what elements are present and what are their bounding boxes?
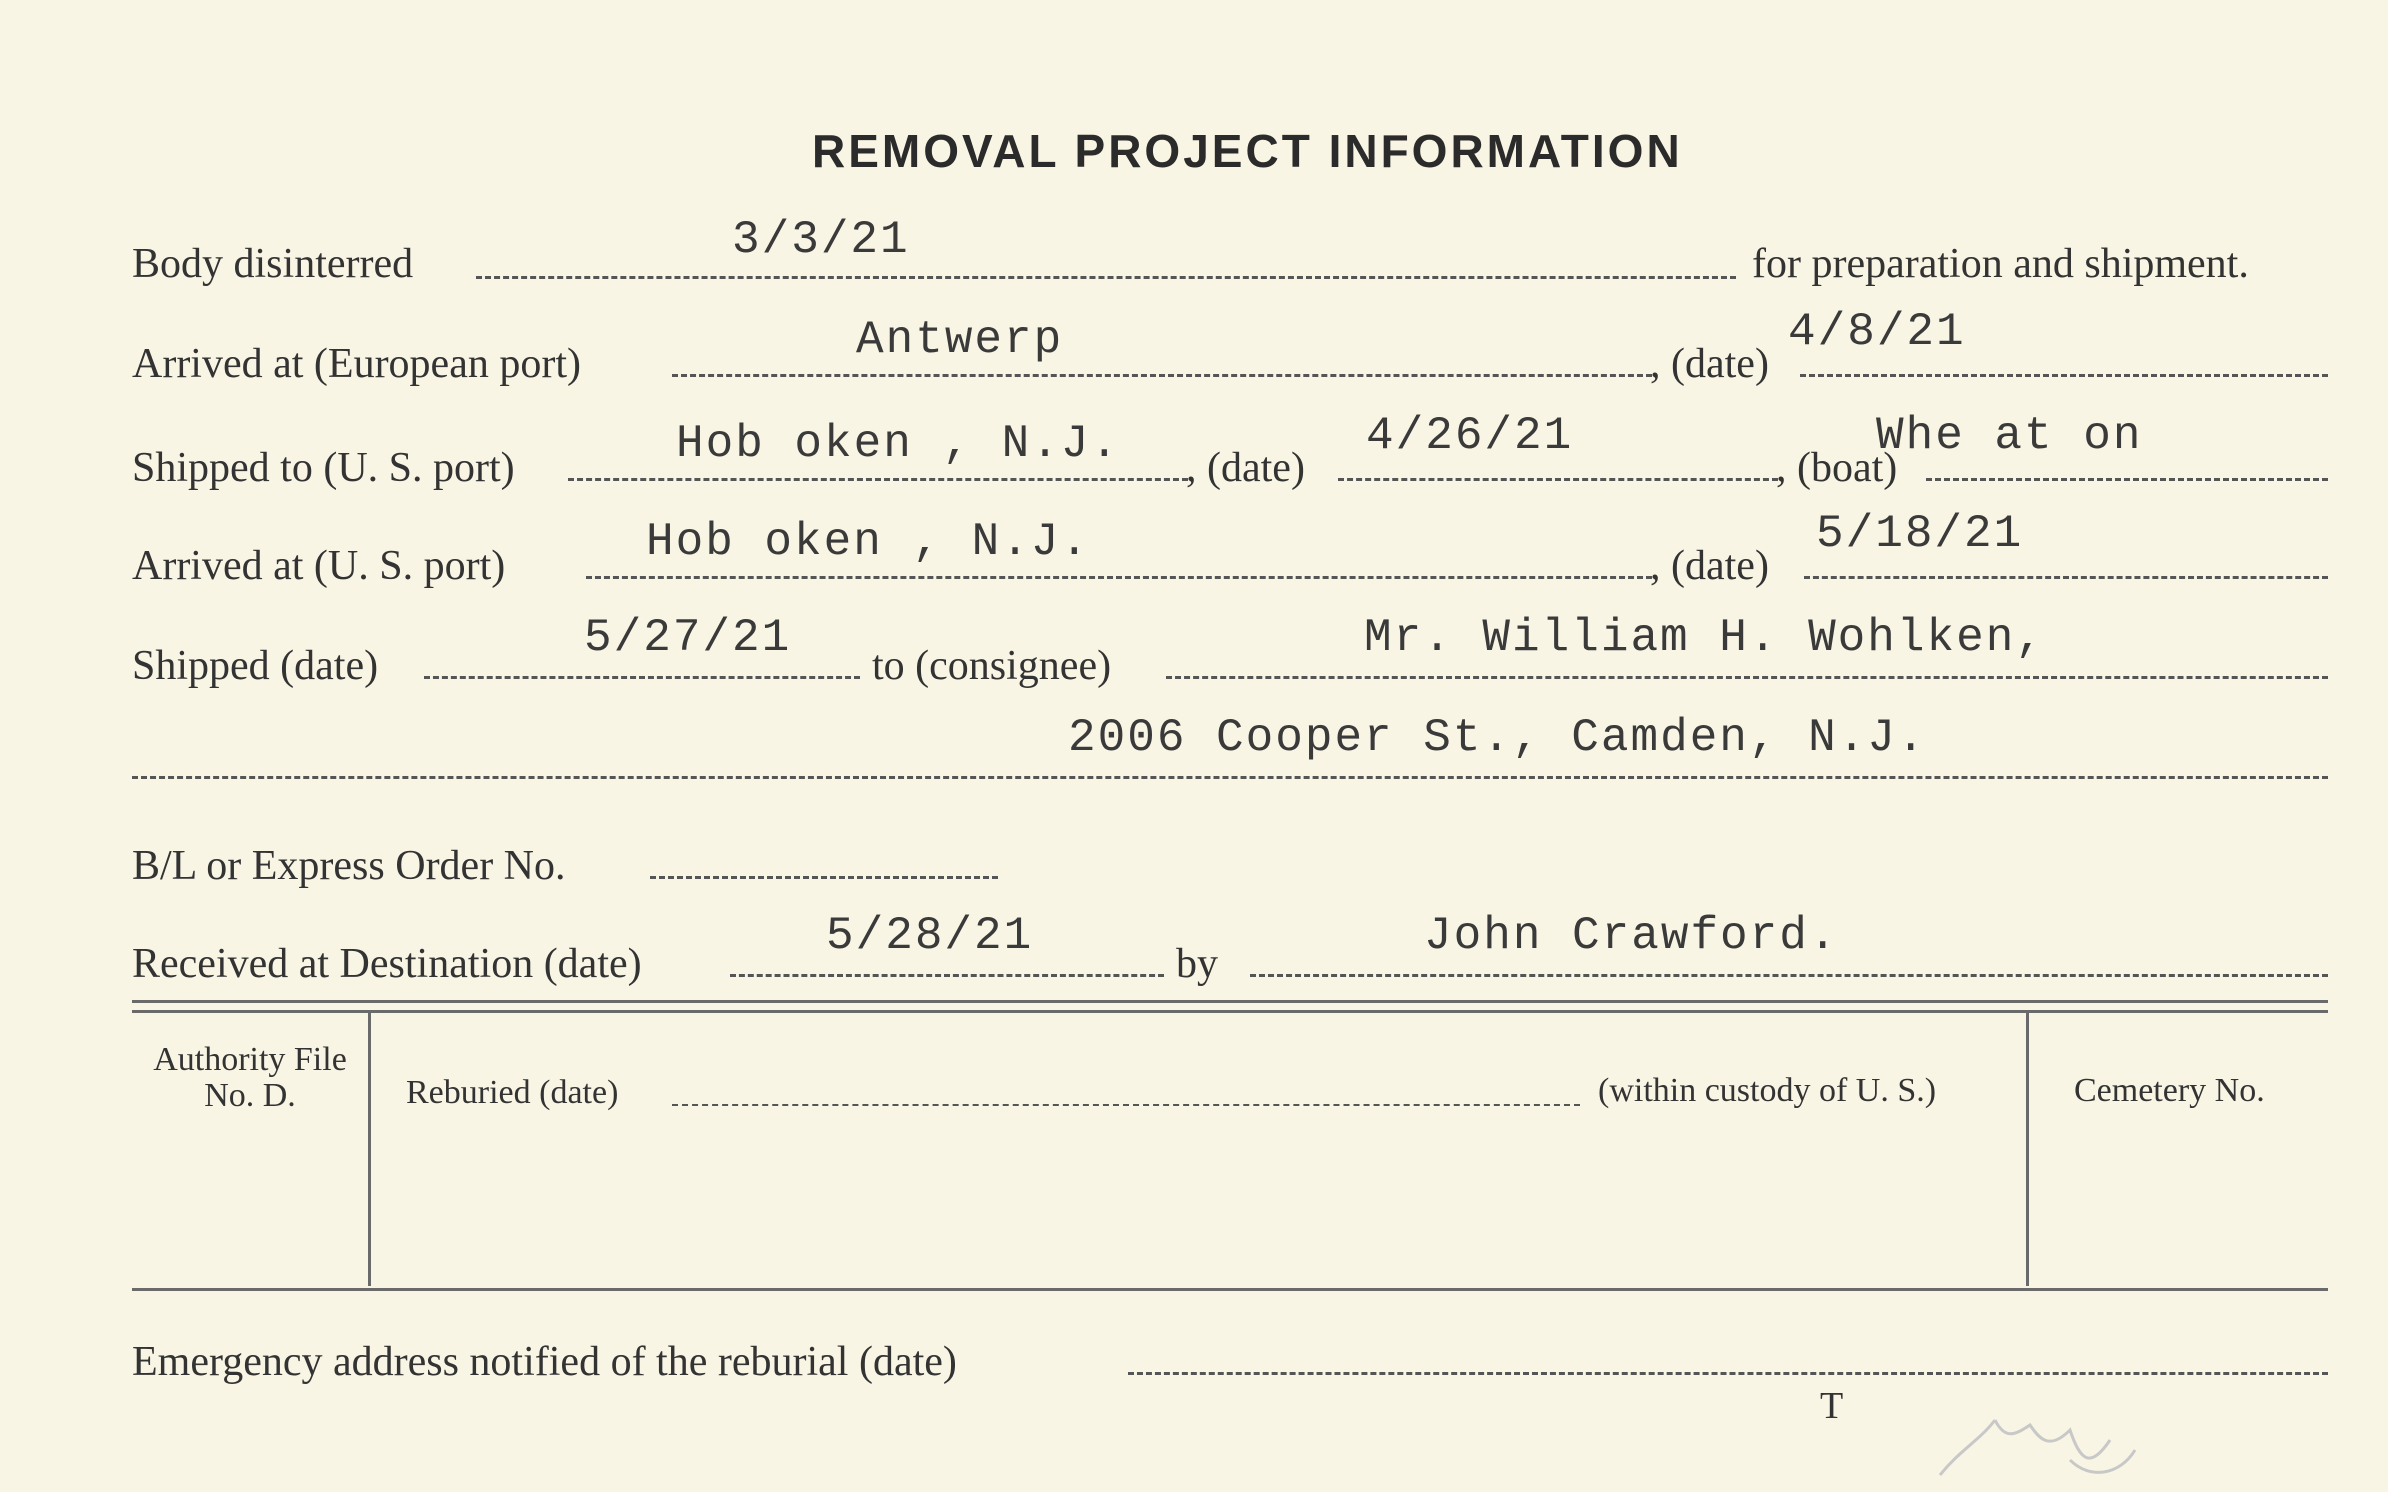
shipped-date-value: 5/27/21 xyxy=(584,612,792,664)
shipped-to-us-boat: Whe at on xyxy=(1876,410,2143,462)
bl-order-label: B/L or Express Order No. xyxy=(132,843,566,889)
arrived-us-line xyxy=(586,576,1652,579)
body-disinterred-suffix: for preparation and shipment. xyxy=(1752,241,2249,287)
arrived-european-date-label: , (date) xyxy=(1650,341,1769,387)
shipped-to-us-date: 4/26/21 xyxy=(1366,410,1574,462)
shipped-to-us-boat-label: , (boat) xyxy=(1776,445,1898,491)
consignee-address: 2006 Cooper St., Camden, N.J. xyxy=(1068,712,1927,764)
shipped-to-us-line xyxy=(568,478,1188,481)
shipped-to-us-label: Shipped to (U. S. port) xyxy=(132,445,515,491)
shipped-to-us-port: Hob oken , N.J. xyxy=(676,418,1121,470)
reburied-line xyxy=(672,1104,1580,1106)
arrived-european-port: Antwerp xyxy=(856,314,1064,366)
table-divider-left xyxy=(368,1012,371,1286)
table-top-rule-1 xyxy=(132,1000,2328,1003)
pencil-scribble-icon xyxy=(1920,1380,2160,1490)
received-by-line xyxy=(1250,974,2328,977)
bl-order-line xyxy=(650,876,998,879)
cemetery-label: Cemetery No. xyxy=(2074,1072,2265,1109)
card-title: REMOVAL PROJECT INFORMATION xyxy=(812,125,1683,177)
arrived-european-date: 4/8/21 xyxy=(1788,306,1966,358)
arrived-european-label: Arrived at (European port) xyxy=(132,341,581,387)
arrived-european-date-line xyxy=(1800,374,2328,377)
consignee-line xyxy=(1166,676,2328,679)
arrived-us-label: Arrived at (U. S. port) xyxy=(132,543,506,589)
custody-label: (within custody of U. S.) xyxy=(1598,1072,1937,1109)
shipped-date-line xyxy=(424,676,860,679)
body-disinterred-line xyxy=(476,276,1736,279)
received-date-line xyxy=(730,974,1164,977)
arrived-us-date-label: , (date) xyxy=(1650,543,1769,589)
shipped-date-label: Shipped (date) xyxy=(132,643,379,689)
arrived-us-date-line xyxy=(1804,576,2328,579)
table-divider-right xyxy=(2026,1012,2029,1286)
arrived-us-port: Hob oken , N.J. xyxy=(646,516,1091,568)
received-date: 5/28/21 xyxy=(826,910,1034,962)
authority-file-label: Authority File No. D. xyxy=(153,1041,347,1114)
initial-mark: T xyxy=(1820,1385,1844,1427)
consignee-label: to (consignee) xyxy=(872,643,1112,689)
emergency-line xyxy=(1128,1372,2328,1375)
shipped-to-us-date-label: , (date) xyxy=(1186,445,1305,491)
table-top-rule-2 xyxy=(132,1010,2328,1013)
arrived-european-line xyxy=(672,374,1652,377)
consignee-name: Mr. William H. Wohlken, xyxy=(1364,612,2045,664)
received-label: Received at Destination (date) xyxy=(132,941,642,987)
table-bottom-rule xyxy=(132,1288,2328,1291)
body-disinterred-label: Body disinterred xyxy=(132,241,414,287)
arrived-us-date: 5/18/21 xyxy=(1816,508,2024,560)
shipped-to-us-date-line xyxy=(1338,478,1778,481)
shipped-to-us-boat-line xyxy=(1926,478,2328,481)
emergency-label: Emergency address notified of the reburial (date) xyxy=(132,1339,957,1385)
received-by-label: by xyxy=(1176,941,1218,987)
body-disinterred-value: 3/3/21 xyxy=(732,214,910,266)
reburied-label: Reburied (date) xyxy=(406,1074,619,1111)
address-line xyxy=(132,776,2328,779)
received-by: John Crawford. xyxy=(1424,910,1839,962)
